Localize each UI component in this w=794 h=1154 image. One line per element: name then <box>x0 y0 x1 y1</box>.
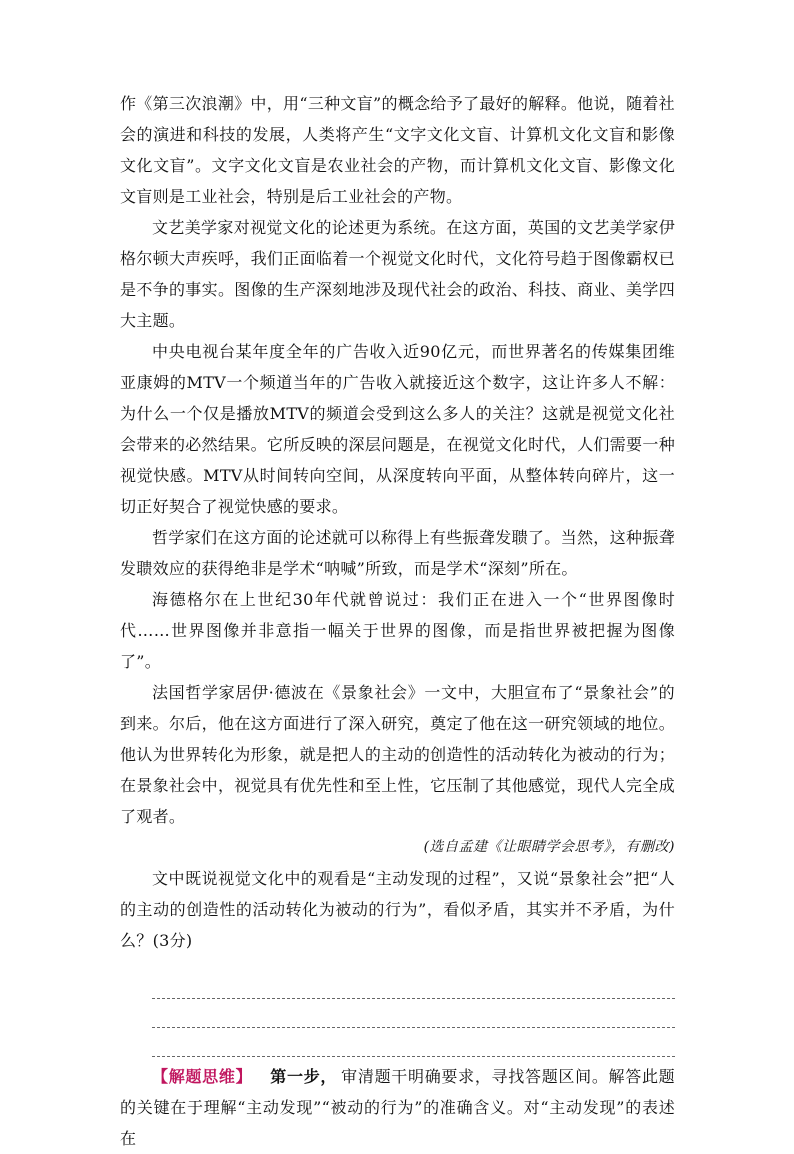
document-page <box>120 88 675 1154</box>
solution-thinking-tag: 【解题思维】 <box>152 1067 253 1086</box>
passage-paragraph-6: 法国哲学家居伊·德波在《景象社会》一文中，大胆宣布了“景象社会”的到来。尔后，他在这方面进行了深入研究，奠定了他在这一研究领域的地位。他认为世界转化为形象，就是把人的主动的创造性的活动转化为被动的行为；在景象社会中，视觉具有优先性和至上性，它压制了其他感觉，现代人完全成了观者。 <box>120 683 675 826</box>
solution-thinking <box>120 1061 675 1154</box>
solution-thinking-text: 审清题干明确要求，寻找答题区间。解答此题的关键在于理解“主动发现”“被动的行为”的准确含义。对“主动发现”的表述在 <box>120 1067 675 1148</box>
answer-line-3[interactable] <box>152 1028 675 1057</box>
answer-line-1[interactable] <box>152 970 675 999</box>
passage-paragraph-1: 作《第三次浪潮》中，用“三种文盲”的概念给予了最好的解释。他说，随着社会的演进和科技的发展，人类将产生“文字文化文盲、计算机文化文盲和影像文化文盲”。文字文化文盲是农业社会的产物，而计算机文化文盲、影像文化文盲则是工业社会，特别是后工业社会的产物。 <box>120 94 675 206</box>
passage-paragraph-3: 中央电视台某年度全年的广告收入近90亿元，而世界著名的传媒集团维亚康姆的MTV一个频道当年的广告收入就接近这个数字，这让许多人不解：为什么一个仅是播放MTV的频道会受到这么多人的关注？这就是视觉文化社会带来的必然结果。它所反映的深层问题是，在视觉文化时代，人们需要一种视觉快感。MTV从时间转向空间，从深度转向平面，从整体转向碎片，这一切正好契合了视觉快感的要求。 <box>120 342 675 516</box>
passage-paragraph-4: 哲学家们在这方面的论述就可以称得上有些振聋发聩了。当然，这种振聋发聩效应的获得绝非是学术“呐喊”所致，而是学术“深刻”所在。 <box>120 528 675 578</box>
passage-paragraph-5: 海德格尔在上世纪30年代就曾说过：我们正在进入一个“世界图像时代……世界图像并非意指一幅关于世界的图像，而是指世界被把握为图像了”。 <box>120 590 675 671</box>
answer-line-2[interactable] <box>152 999 675 1028</box>
step-label: 第一步， <box>270 1067 338 1086</box>
passage-paragraph-2: 文艺美学家对视觉文化的论述更为系统。在这方面，英国的文艺美学家伊格尔顿大声疾呼，我们正面临着一个视觉文化时代，文化符号趋于图像霸权已是不争的事实。图像的生产深刻地涉及现代社会的政治、科技、商业、美学四大主题。 <box>120 218 675 330</box>
question-text: 文中既说视觉文化中的观看是“主动发现的过程”，又说“景象社会”把“人的主动的创造性的活动转化为被动的行为”，看似矛盾，其实并不矛盾，为什么？(3分) <box>120 869 675 950</box>
answer-area[interactable] <box>120 970 675 1057</box>
source-citation: (选自孟建《让眼睛学会思考》，有删改) <box>423 839 675 855</box>
